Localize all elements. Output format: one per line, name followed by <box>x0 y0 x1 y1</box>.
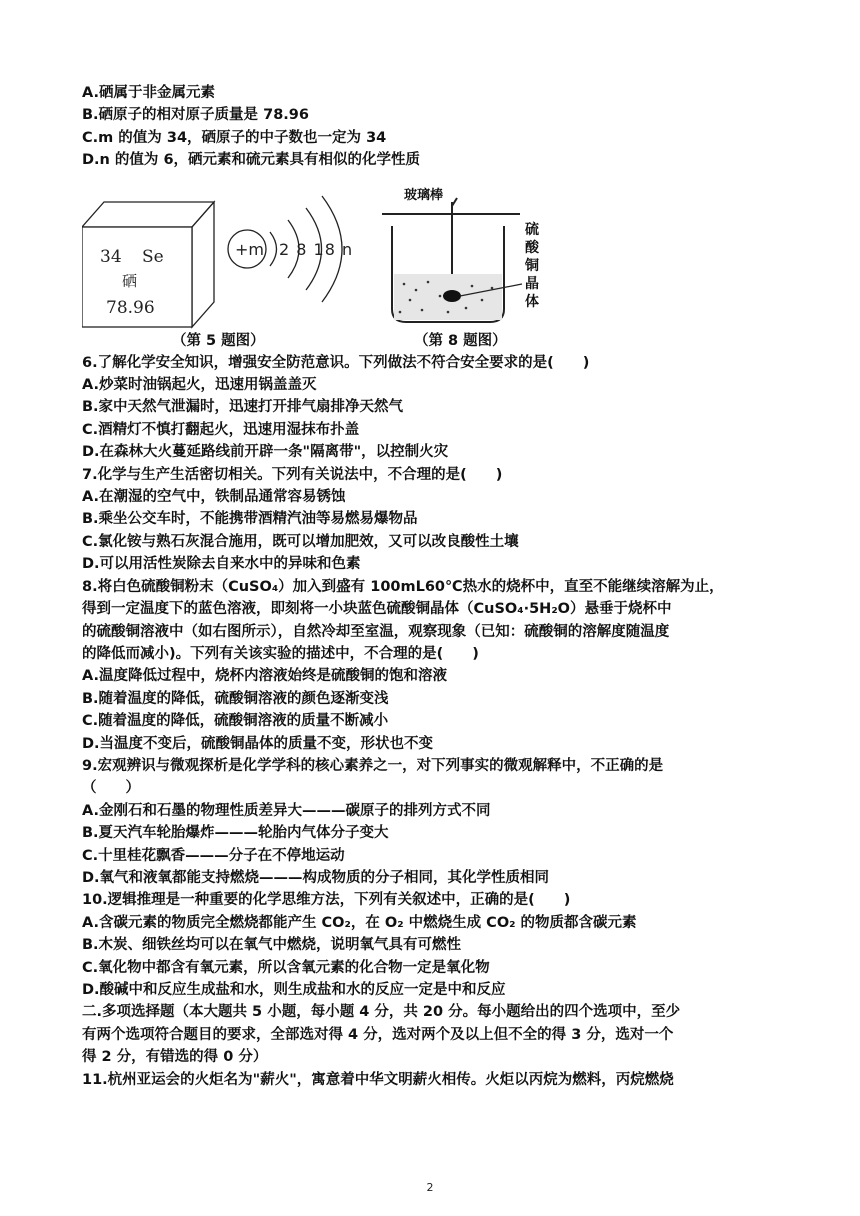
question-line: 8.将白色硫酸铜粉末（CuSO₄）加入到盛有 100mL60℃热水的烧杯中，直至不能继续溶解为止， <box>82 578 724 595</box>
crystal-shape <box>443 290 461 302</box>
option-line: B.随着温度的降低，硫酸铜溶液的颜色逐渐变浅 <box>82 690 389 707</box>
option-line: B.乘坐公交车时，不能携带酒精汽油等易燃易爆物品 <box>82 511 418 528</box>
option-line: D.可以用活性炭除去自来水中的异味和色素 <box>82 556 361 573</box>
option-line: D.n 的值为 6，硒元素和硫元素具有相似的化学性质 <box>82 152 421 169</box>
element-name: 硒 <box>122 271 138 290</box>
option-line: A.炒菜时油锅起火，迅速用锅盖盖灭 <box>82 377 317 394</box>
option-line: C.十里桂花飘香———分子在不停地运动 <box>82 847 345 864</box>
option-line: D.当温度不变后，硫酸铜晶体的质量不变，形状也不变 <box>82 735 434 752</box>
question-line: 9.宏观辨识与微观探析是化学学科的核心素养之一，对下列事实的微观解释中，不正确的是 <box>82 757 664 774</box>
crystal-label-char: 晶 <box>525 275 539 292</box>
element-number: 34 <box>100 246 122 267</box>
section-heading: 有两个选项符合题目的要求，全部选对得 4 分，选对两个及以上但不全的得 3 分，选对一个 <box>82 1026 674 1043</box>
page-content <box>82 82 782 1091</box>
option-line: C.氯化铵与熟石灰混合施用，既可以增加肥效，又可以改良酸性土壤 <box>82 533 519 550</box>
figures-row <box>82 172 782 352</box>
glass-rod-label: 玻璃棒 <box>404 187 444 203</box>
element-symbol: Se <box>142 246 164 267</box>
option-line: A.在潮湿的空气中，铁制品通常容易锈蚀 <box>82 489 346 506</box>
beaker-figure <box>382 184 552 329</box>
option-line: A.金刚石和石墨的物理性质差异大———碳原子的排列方式不同 <box>82 802 491 819</box>
option-line: B.木炭、细铁丝均可以在氧气中燃烧，说明氧气具有可燃性 <box>82 937 462 954</box>
question-line: 的硫酸铜溶液中（如右图所示），自然冷却至室温，观察现象（已知：硫酸铜的溶解度随温度 <box>82 623 670 640</box>
option-line: C.氧化物中都含有氧元素，所以含氧元素的化合物一定是氧化物 <box>82 959 490 976</box>
option-line: A.硒属于非金属元素 <box>82 85 215 101</box>
question-line: 11.杭州亚运会的火炬名为"薪火"，寓意着中华文明薪火相传。火炬以丙烷为燃料，丙烷燃烧 <box>82 1071 674 1088</box>
option-line: C.随着温度的降低，硫酸铜溶液的质量不断减小 <box>82 713 389 730</box>
option-line: D.酸碱中和反应生成盐和水，则生成盐和水的反应一定是中和反应 <box>82 982 506 998</box>
option-line: A.温度降低过程中，烧杯内溶液始终是硫酸铜的饱和溶液 <box>82 668 447 685</box>
question-line: 的降低而减小)。下列有关该实验的描述中，不合理的是( ) <box>82 645 479 662</box>
option-line: B.家中天然气泄漏时，迅速打开排气扇排净天然气 <box>82 399 404 416</box>
crystal-label-char: 体 <box>525 293 539 310</box>
crystal-label-char: 酸 <box>525 239 539 256</box>
electron-shells: 2 8 18 n <box>279 239 354 259</box>
question-line: 得到一定温度下的蓝色溶液，即刻将一小块蓝色硫酸铜晶体（CuSO₄·5H₂O）悬垂于烧杯中 <box>82 601 672 618</box>
question-line: 6.了解化学安全知识，增强安全防范意识。下列做法不符合安全要求的是( ) <box>82 354 590 371</box>
question-line: （ ） <box>82 780 140 797</box>
option-line: A.含碳元素的物质完全燃烧都能产生 CO₂，在 O₂ 中燃烧生成 CO₂ 的物质都含碳元素 <box>82 914 637 931</box>
question-line: 7.化学与生产生活密切相关。下列有关说法中，不合理的是( ) <box>82 466 503 483</box>
figure-8-caption: （第 8 题图） <box>414 332 507 349</box>
section-heading: 得 2 分，有错选的得 0 分） <box>82 1049 268 1066</box>
nucleus-charge: +m <box>235 239 264 259</box>
crystal-label-char: 铜 <box>525 257 539 274</box>
question-line: 10.逻辑推理是一种重要的化学思维方法，下列有关叙述中，正确的是( ) <box>82 892 571 909</box>
question-text <box>82 352 782 1091</box>
section-heading: 二.多项选择题（本大题共 5 小题，每小题 4 分，共 20 分。每小题给出的四个选项中，至少 <box>82 1004 681 1021</box>
selenium-figure <box>82 182 372 332</box>
option-line: C.酒精灯不慎打翻起火，迅速用湿抹布扑盖 <box>82 421 360 438</box>
option-line: D.在森林大火蔓延路线前开辟一条"隔离带"，以控制火灾 <box>82 444 449 461</box>
option-line: B.夏天汽车轮胎爆炸———轮胎内气体分子变大 <box>82 825 389 842</box>
page-number: 2 <box>426 1181 434 1194</box>
option-line: D.氧气和液氧都能支持燃烧———构成物质的分子相同，其化学性质相同 <box>82 869 550 886</box>
crystal-label-char: 硫 <box>525 221 539 238</box>
figure-5-caption: （第 5 题图） <box>172 332 265 349</box>
element-mass: 78.96 <box>106 297 155 318</box>
option-line: C.m 的值为 34，硒原子的中子数也一定为 34 <box>82 129 387 146</box>
option-line: B.硒原子的相对原子质量是 78.96 <box>82 107 309 124</box>
